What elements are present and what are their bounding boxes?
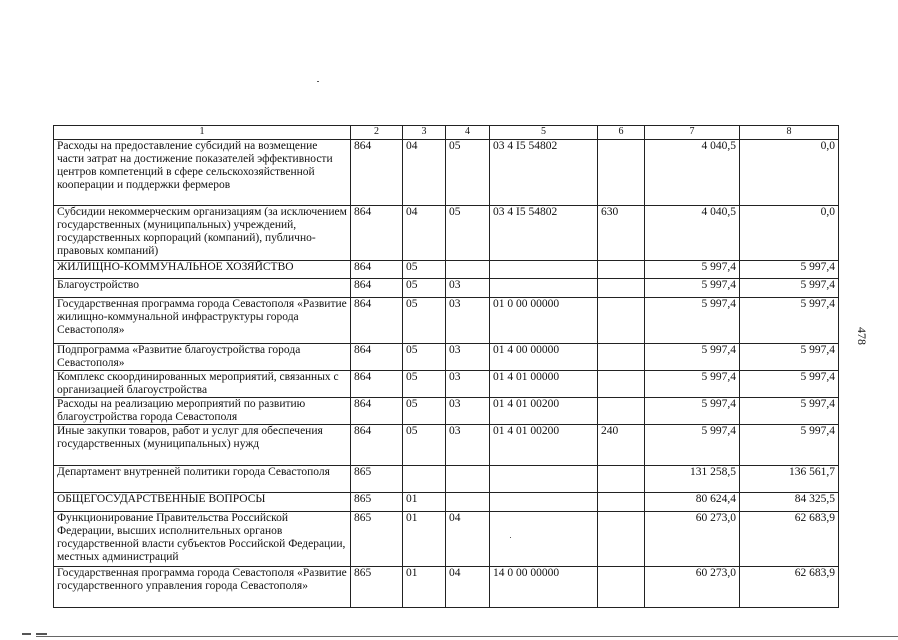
amount-year1-cell: 5 997,4 (645, 344, 740, 371)
amount-year2-cell: 5 997,4 (740, 298, 839, 344)
subsection-code-cell: 04 (446, 512, 490, 567)
section-code-cell (403, 466, 446, 493)
table-row (54, 398, 839, 425)
table-row (54, 279, 839, 298)
table-header-row (54, 126, 839, 140)
grbs-code-cell: 865 (351, 567, 403, 608)
grbs-code-cell: 864 (351, 398, 403, 425)
subsection-code-cell: 03 (446, 371, 490, 398)
amount-year1-cell: 5 997,4 (645, 279, 740, 298)
page-bottom-edge (36, 636, 898, 637)
scan-mark (22, 633, 31, 635)
subsection-code-cell: 05 (446, 140, 490, 206)
subsection-code-cell: 04 (446, 567, 490, 608)
target-article-cell: 03 4 I5 54802 (490, 206, 598, 261)
subsection-code-cell (446, 493, 490, 512)
amount-year2-cell: 84 325,5 (740, 493, 839, 512)
grbs-code-cell: 865 (351, 512, 403, 567)
item-name-cell: Расходы на реализацию мероприятий по развитию благоустройства города Севастополя (54, 398, 351, 425)
expense-type-cell (598, 567, 645, 608)
item-name-cell: Комплекс скоординированных мероприятий, связанных с организацией благоустройства (54, 371, 351, 398)
amount-year2-cell: 5 997,4 (740, 261, 839, 279)
expense-type-cell (598, 279, 645, 298)
target-article-cell (490, 493, 598, 512)
amount-year1-cell: 5 997,4 (645, 371, 740, 398)
item-name-cell: Департамент внутренней политики города Севастополя (54, 466, 351, 493)
section-code-cell: 04 (403, 140, 446, 206)
section-code-cell: 05 (403, 371, 446, 398)
item-name-cell: ЖИЛИЩНО-КОММУНАЛЬНОЕ ХОЗЯЙСТВО (54, 261, 351, 279)
subsection-code-cell (446, 466, 490, 493)
expense-type-cell (598, 344, 645, 371)
section-code-cell: 01 (403, 567, 446, 608)
section-code-cell: 01 (403, 512, 446, 567)
target-article-cell: 01 4 01 00200 (490, 398, 598, 425)
table-row (54, 344, 839, 371)
section-code-cell: 05 (403, 261, 446, 279)
target-article-cell: 01 4 00 00000 (490, 344, 598, 371)
column-header: 5 (490, 126, 598, 140)
expense-type-cell (598, 493, 645, 512)
section-code-cell: 05 (403, 425, 446, 466)
item-name-cell: Иные закупки товаров, работ и услуг для обеспечения государственных (муниципальных) нужд (54, 425, 351, 466)
target-article-cell: 14 0 00 00000 (490, 567, 598, 608)
item-name-cell: Подпрограмма «Развитие благоустройства города Севастополя» (54, 344, 351, 371)
subsection-code-cell: 03 (446, 398, 490, 425)
amount-year1-cell: 5 997,4 (645, 398, 740, 425)
target-article-cell (490, 261, 598, 279)
target-article-cell: 01 4 01 00200 (490, 425, 598, 466)
expense-type-cell: 630 (598, 206, 645, 261)
grbs-code-cell: 865 (351, 466, 403, 493)
amount-year1-cell: 5 997,4 (645, 261, 740, 279)
section-code-cell: 05 (403, 298, 446, 344)
amount-year1-cell: 60 273,0 (645, 567, 740, 608)
grbs-code-cell: 865 (351, 493, 403, 512)
amount-year2-cell: 62 683,9 (740, 512, 839, 567)
table-row (54, 298, 839, 344)
column-header: 2 (351, 126, 403, 140)
grbs-code-cell: 864 (351, 425, 403, 466)
grbs-code-cell: 864 (351, 140, 403, 206)
amount-year1-cell: 80 624,4 (645, 493, 740, 512)
table-row (54, 206, 839, 261)
budget-table (53, 125, 839, 608)
table-row (54, 466, 839, 493)
table-row (54, 493, 839, 512)
table-row (54, 371, 839, 398)
section-code-cell: 05 (403, 279, 446, 298)
section-code-cell: 05 (403, 398, 446, 425)
amount-year2-cell: 0,0 (740, 140, 839, 206)
column-header: 1 (54, 126, 351, 140)
grbs-code-cell: 864 (351, 344, 403, 371)
item-name-cell: ОБЩЕГОСУДАРСТВЕННЫЕ ВОПРОСЫ (54, 493, 351, 512)
section-code-cell: 05 (403, 344, 446, 371)
amount-year2-cell: 5 997,4 (740, 398, 839, 425)
column-header: 8 (740, 126, 839, 140)
grbs-code-cell: 864 (351, 371, 403, 398)
amount-year2-cell: 5 997,4 (740, 371, 839, 398)
subsection-code-cell: 03 (446, 344, 490, 371)
expense-type-cell (598, 371, 645, 398)
amount-year2-cell: 62 683,9 (740, 567, 839, 608)
target-article-cell: 01 0 00 00000 (490, 298, 598, 344)
item-name-cell: Государственная программа города Севастополя «Развитие государственного управления города Севастополя» (54, 567, 351, 608)
item-name-cell: Расходы на предоставление субсидий на возмещение части затрат на достижение показателей эффективности центров компетенций в сфере сельскохозяйственной кооперации и поддержки фермеров (54, 140, 351, 206)
target-article-cell (490, 512, 598, 567)
amount-year1-cell: 4 040,5 (645, 140, 740, 206)
target-article-cell (490, 466, 598, 493)
page-number: 478 (855, 327, 869, 345)
amount-year1-cell: 5 997,4 (645, 425, 740, 466)
expense-type-cell: 240 (598, 425, 645, 466)
item-name-cell: Государственная программа города Севастополя «Развитие жилищно-коммунальной инфраструктуры города Севастополя» (54, 298, 351, 344)
target-article-cell (490, 279, 598, 298)
expense-type-cell (598, 140, 645, 206)
grbs-code-cell: 864 (351, 298, 403, 344)
item-name-cell: Благоустройство (54, 279, 351, 298)
amount-year1-cell: 4 040,5 (645, 206, 740, 261)
column-header: 7 (645, 126, 740, 140)
scan-speck (317, 81, 319, 82)
amount-year2-cell: 5 997,4 (740, 344, 839, 371)
amount-year2-cell: 5 997,4 (740, 425, 839, 466)
table-row (54, 140, 839, 206)
amount-year1-cell: 60 273,0 (645, 512, 740, 567)
grbs-code-cell: 864 (351, 279, 403, 298)
target-article-cell: 03 4 I5 54802 (490, 140, 598, 206)
target-article-cell: 01 4 01 00000 (490, 371, 598, 398)
item-name-cell: Субсидии некоммерческим организациям (за исключением государственных (муниципальных) учреждений, государственных корпораций (компаний), публично-правовых компаний) (54, 206, 351, 261)
column-header: 3 (403, 126, 446, 140)
expense-type-cell (598, 261, 645, 279)
scan-mark (36, 633, 47, 635)
subsection-code-cell: 05 (446, 206, 490, 261)
table-row (54, 567, 839, 608)
amount-year1-cell: 131 258,5 (645, 466, 740, 493)
amount-year2-cell: 0,0 (740, 206, 839, 261)
item-name-cell: Функционирование Правительства Российской Федерации, высших исполнительных органов государственной власти субъектов Российской Федерации, местных администраций (54, 512, 351, 567)
subsection-code-cell: 03 (446, 425, 490, 466)
expense-type-cell (598, 466, 645, 493)
grbs-code-cell: 864 (351, 206, 403, 261)
expense-type-cell (598, 512, 645, 567)
expense-type-cell (598, 398, 645, 425)
subsection-code-cell: 03 (446, 279, 490, 298)
amount-year1-cell: 5 997,4 (645, 298, 740, 344)
table-row (54, 425, 839, 466)
amount-year2-cell: 136 561,7 (740, 466, 839, 493)
column-header: 6 (598, 126, 645, 140)
section-code-cell: 01 (403, 493, 446, 512)
expense-type-cell (598, 298, 645, 344)
grbs-code-cell: 864 (351, 261, 403, 279)
subsection-code-cell (446, 261, 490, 279)
section-code-cell: 04 (403, 206, 446, 261)
table-row (54, 512, 839, 567)
column-header: 4 (446, 126, 490, 140)
table-row (54, 261, 839, 279)
amount-year2-cell: 5 997,4 (740, 279, 839, 298)
subsection-code-cell: 03 (446, 298, 490, 344)
